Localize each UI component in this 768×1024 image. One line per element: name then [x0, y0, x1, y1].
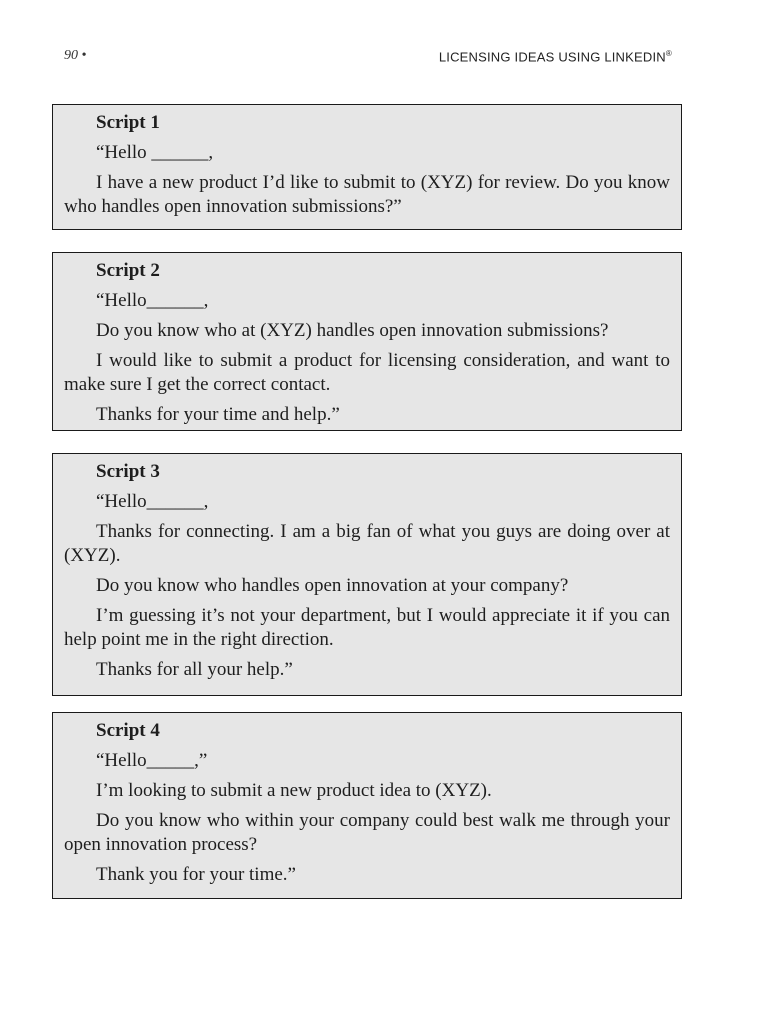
script-paragraph: “Hello______, — [96, 290, 209, 311]
script-paragraph: I have a new product I’d like to submit to (XYZ) for review. Do you know who handles open innovation submissions?” — [64, 172, 670, 217]
script-paragraph: Thanks for your time and help.” — [96, 404, 340, 425]
page-number: 90 • — [64, 48, 87, 63]
script-title: Script 2 — [96, 260, 160, 281]
script-1-box — [52, 104, 682, 230]
script-paragraph: Do you know who handles open innovation at your company? — [96, 575, 569, 596]
script-paragraph: I’m guessing it’s not your department, but I would appreciate it if you can help point me in the right direction. — [64, 605, 670, 650]
script-title: Script 4 — [96, 720, 160, 741]
script-paragraph: I’m looking to submit a new product idea to (XYZ). — [96, 780, 492, 801]
script-paragraph: “Hello ______, — [96, 142, 214, 163]
script-paragraph: I would like to submit a product for licensing consideration, and want to make sure I get the correct contact. — [64, 350, 670, 395]
script-2-box — [52, 252, 682, 431]
script-paragraph: Thank you for your time.” — [96, 864, 296, 885]
script-paragraph: “Hello______, — [96, 491, 209, 512]
script-paragraph: Thanks for all your help.” — [96, 659, 293, 680]
script-title: Script 3 — [96, 461, 160, 482]
script-paragraph: Thanks for connecting. I am a big fan of what you guys are doing over at (XYZ). — [64, 521, 670, 566]
running-head — [439, 49, 672, 64]
registered-mark: ® — [665, 49, 672, 58]
script-title: Script 1 — [96, 112, 160, 133]
script-paragraph: “Hello_____,” — [96, 750, 208, 771]
script-paragraph: Do you know who within your company could best walk me through your open innovation process? — [64, 810, 670, 855]
script-4-box — [52, 712, 682, 899]
script-paragraph: Do you know who at (XYZ) handles open innovation submissions? — [96, 320, 609, 341]
running-head-text: LICENSING IDEAS USING LINKEDIN — [438, 49, 666, 65]
script-3-box — [52, 453, 682, 696]
